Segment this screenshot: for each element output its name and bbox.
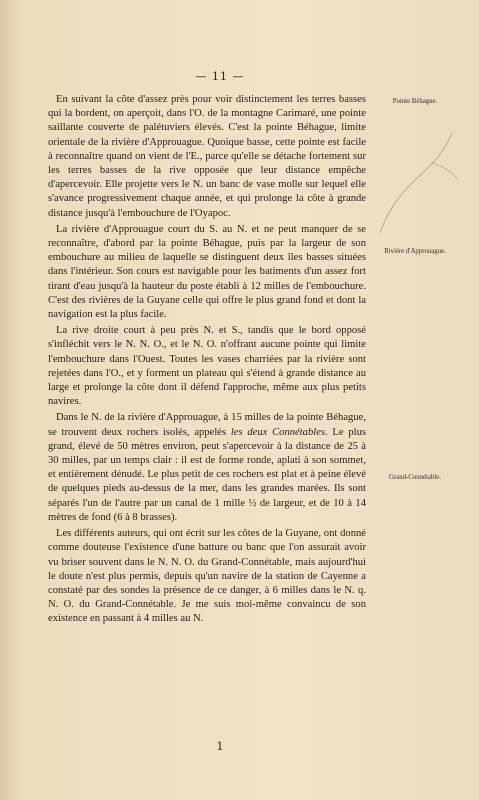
connetables-italic: les deux Connétables bbox=[230, 426, 326, 438]
margin-note-behague: Pointe Béhague. bbox=[392, 98, 438, 105]
connetables-text-before: Dans le N. de la rivière d'Approuague, à 15 milles de la pointe Béhague, se trouvent deux rochers isolés, appelés bbox=[48, 412, 366, 438]
connetables-text-after: . Le plus grand, élevé de 50 mètres environ, peut s'apercevoir à la distance de 25 à 30 milles, par un temps clair : il est de forme ronde, aplati à son sommet, et entièrement dénudé. Le plus petit de ces rochers est plat et à peine élevé de quelques pieds au-dessus de la mer, dans les grandes marées. Ils sont séparés l'un de l'autre par un canal de 1 mille ½ de largeur, et de 10 à 14 mètres de fond (6 à 8 brasses). bbox=[48, 426, 366, 523]
main-text bbox=[48, 93, 366, 629]
paragraph-batture: Les différents auteurs, qui ont écrit sur les côtes de la Guyane, ont donné comme douteuse l'existence d'une batture ou banc que l'on assurait avoir vu briser souvent dans le N. N. O. du Grand-Connétable, mais aujourd'hui le doute n'est plus permis, depuis qu'un navire de la station de Cayenne a constaté par des sondes la présence de ce danger, à 6 milles dans le N. q. N. O. du Grand-Connétable. Je me suis moi-même convaincu de son existence en passant à 4 milles au N. bbox=[48, 528, 366, 625]
paragraph-rive-droite: La rive droite court à peu près N. et S., tandis que le bord opposé s'infléchit vers le N. N. O., et le N. O. n'offrant aucune pointe qui limite l'embouchure dans l'Ouest. Toutes les vases charriées par la rivière sont rejetées dans l'O., et y forment un plateau qui s'étend à grande distance au large et prolonge la côte dont il défend l'approche, même aux plus petits navires. bbox=[48, 325, 366, 408]
margin-note-connetable: Grand-Connétable. bbox=[389, 474, 441, 481]
page-number: — 11 — bbox=[195, 70, 245, 83]
page-footer-mark: 1 bbox=[216, 740, 224, 753]
pencil-mark bbox=[372, 128, 462, 238]
margin-note-approuague: Rivière d'Approuague. bbox=[384, 248, 446, 255]
paragraph-approuague: La rivière d'Approuague court du S. au N. et ne peut manquer de se reconnaître, d'abord par la pointe Béhague, puis par la largeur de son embouchure au milieu de laquelle se distinguent deux îles basses situées dans l'intérieur. Son cours est navigable pour les batiments d'un assez fort tirant d'eau jusqu'à la hauteur du poste établi à 12 milles de l'embouchure. C'est des rivières de la Guyane celle qui offre le plus grand fond et dont la navigation est la plus facile. bbox=[48, 223, 366, 321]
paragraph-connetables bbox=[48, 411, 366, 525]
paragraph-behague: En suivant la côte d'assez près pour voir distinctement les terres basses qui la bordent, on aperçoit, dans l'O. de la montagne Carimaré, une pointe saillante couverte de palétuviers élevés. C'est la pointe Béhague, limite orientale de la rivière d'Approuague. Quoique basse, cette pointe est facile à reconnaître quand on vient de l'E., parce qu'elle se détache fortement sur les terres basses de la rive opposée que leur distance empêche d'apercevoir. Elle projette vers le N. un banc de vase molle sur lequel elle s'avance progressivement chaque année, et qui prolonge la côte à grande distance jusqu'à l'embouchure de l'Oyapoc. bbox=[48, 94, 366, 219]
